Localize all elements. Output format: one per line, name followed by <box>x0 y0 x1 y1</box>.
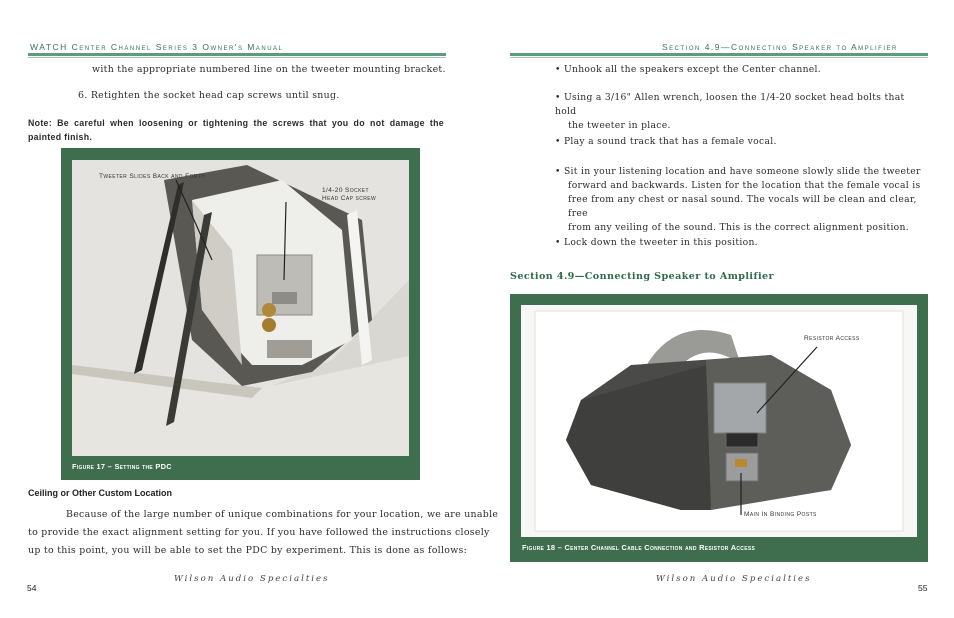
left-footer: Wilson Audio Specialties <box>174 574 330 584</box>
right-running-header: Section 4.9—Connecting Speaker to Amplifier <box>662 42 898 52</box>
bullet-line: from any veiling of the sound. This is the correct alignment position. <box>568 222 909 233</box>
figure-17-photo <box>72 160 409 456</box>
bullet-line: • Unhook all the speakers except the Center channel. <box>555 64 822 75</box>
left-header-rule-thin <box>28 57 446 58</box>
callout-socket-line1: 1/4-20 Socket <box>322 187 369 194</box>
custom-para-line3: up to this point, you will be able to set the PDC by experiment. This is done as follows: <box>28 545 468 556</box>
step-6: 6. Retighten the socket head cap screws until snug. <box>78 90 340 101</box>
callout-socket-line2: Head Cap screw <box>322 195 377 202</box>
left-running-header: WATCH Center Channel Series 3 Owner's Manual <box>30 42 284 52</box>
bullet-line: • Using a 3/16" Allen wrench, loosen the 1/4-20 socket head bolts that hold <box>555 92 905 117</box>
bullet-listening <box>555 165 927 235</box>
figure-17-caption: Figure 17 – Setting the PDC <box>72 462 172 471</box>
right-header-rule-thin <box>510 57 928 58</box>
step5-continuation: with the appropriate numbered line on the tweeter mounting bracket. <box>92 64 446 75</box>
callout-resistor-access: Resistor Access <box>804 335 860 342</box>
bullet-line: • Sit in your listening location and have someone slowly slide the tweeter <box>555 166 921 177</box>
right-footer: Wilson Audio Specialties <box>656 574 812 584</box>
bullet-line: • Lock down the tweeter in this position. <box>555 237 758 248</box>
left-page-number: 54 <box>27 583 37 593</box>
bullet-allen-wrench <box>555 91 927 133</box>
bullet-unhook <box>555 63 927 77</box>
bullet-line: • Play a sound track that has a female vocal. <box>555 136 777 147</box>
caution-note: Note: Be careful when loosening or tightening the screws that you do not damage the painted finish. <box>28 118 444 142</box>
figure-18-caption: Figure 18 – Center Channel Cable Connection and Resistor Access <box>522 543 756 552</box>
bullet-line: forward and backwards. Listen for the location that the female vocal is <box>568 180 921 191</box>
bullet-lock-down <box>555 236 927 250</box>
bullet-soundtrack <box>555 135 927 149</box>
callout-tweeter-slides: Tweeter Slides Back and Forth <box>99 173 206 180</box>
right-header-rule <box>510 53 928 56</box>
custom-para-line1: Because of the large number of unique combinations for your location, we are unable <box>66 509 499 520</box>
right-page-number: 55 <box>918 583 928 593</box>
custom-location-heading: Ceiling or Other Custom Location <box>28 488 173 498</box>
section-title: Section 4.9—Connecting Speaker to Amplifier <box>510 271 774 282</box>
bullet-line: free from any chest or nasal sound. The vocals will be clean and clear, free <box>568 194 917 219</box>
left-header-rule <box>28 53 446 56</box>
custom-para-line2: to provide the exact alignment setting for you. If you have followed the instructions closely <box>28 527 490 538</box>
bullet-line: the tweeter in place. <box>568 120 671 131</box>
callout-binding-posts: Main In Binding Posts <box>744 511 817 518</box>
